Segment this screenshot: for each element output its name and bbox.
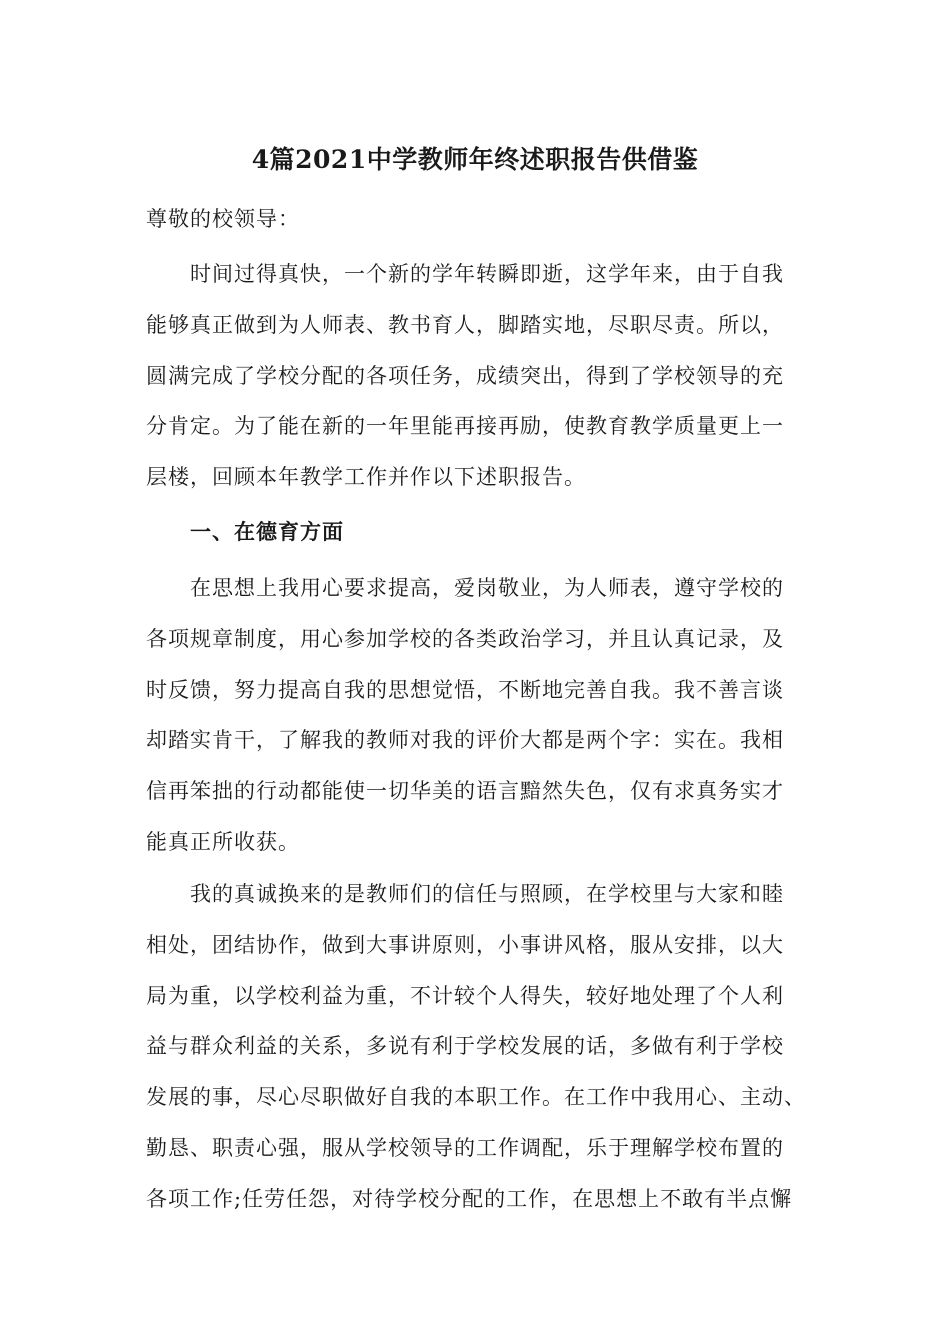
paragraph-line: 时反馈，努力提高自我的思想觉悟，不断地完善自我。我不善言谈 [146, 677, 784, 702]
paragraph-line: 却踏实肯干，了解我的教师对我的评价大都是两个字：实在。我相 [146, 728, 784, 753]
paragraph-line: 发展的事，尽心尽职做好自我的本职工作。在工作中我用心、主动、 [146, 1085, 806, 1110]
paragraph-line: 信再笨拙的行动都能使一切华美的语言黯然失色，仅有求真务实才 [146, 779, 784, 804]
paragraph-moral-thought [146, 573, 806, 878]
paragraph-line: 勤恳、职责心强，服从学校领导的工作调配，乐于理解学校布置的 [146, 1135, 784, 1160]
paragraph-line: 能真正所收获。 [146, 829, 300, 854]
paragraph-line: 益与群众利益的关系，多说有利于学校发展的话，多做有利于学校 [146, 1034, 784, 1059]
paragraph-intro [146, 259, 806, 513]
paragraph-line: 各项工作;任劳任怨，对待学校分配的工作，在思想上不敢有半点懈 [146, 1186, 793, 1211]
paragraph-line: 能够真正做到为人师表、教书育人，脚踏实地，尽职尽责。所以， [146, 312, 784, 337]
paragraph-line: 在思想上我用心要求提高，爱岗敬业，为人师表，遵守学校的 [190, 576, 784, 600]
document-title: 4篇2021中学教师年终述职报告供借鉴 [251, 145, 699, 174]
paragraph-line: 各项规章制度，用心参加学校的各类政治学习，并且认真记录，及 [146, 626, 784, 651]
salutation: 尊敬的校领导： [146, 207, 300, 231]
section-heading-moral-education: 一、在德育方面 [190, 519, 344, 544]
paragraph-teamwork [146, 879, 806, 1235]
paragraph-line: 层楼，回顾本年教学工作并作以下述职报告。 [146, 465, 586, 490]
paragraph-line: 相处，团结协作，做到大事讲原则，小事讲风格，服从安排，以大 [146, 932, 784, 957]
paragraph-line: 分肯定。为了能在新的一年里能再接再励，使教育教学质量更上一 [146, 414, 784, 439]
paragraph-line: 局为重，以学校利益为重，不计较个人得失，较好地处理了个人利 [146, 983, 784, 1008]
paragraph-line: 我的真诚换来的是教师们的信任与照顾，在学校里与大家和睦 [190, 882, 784, 906]
paragraph-line: 圆满完成了学校分配的各项任务，成绩突出，得到了学校领导的充 [146, 363, 784, 388]
paragraph-line: 时间过得真快，一个新的学年转瞬即逝，这学年来，由于自我 [190, 262, 784, 286]
